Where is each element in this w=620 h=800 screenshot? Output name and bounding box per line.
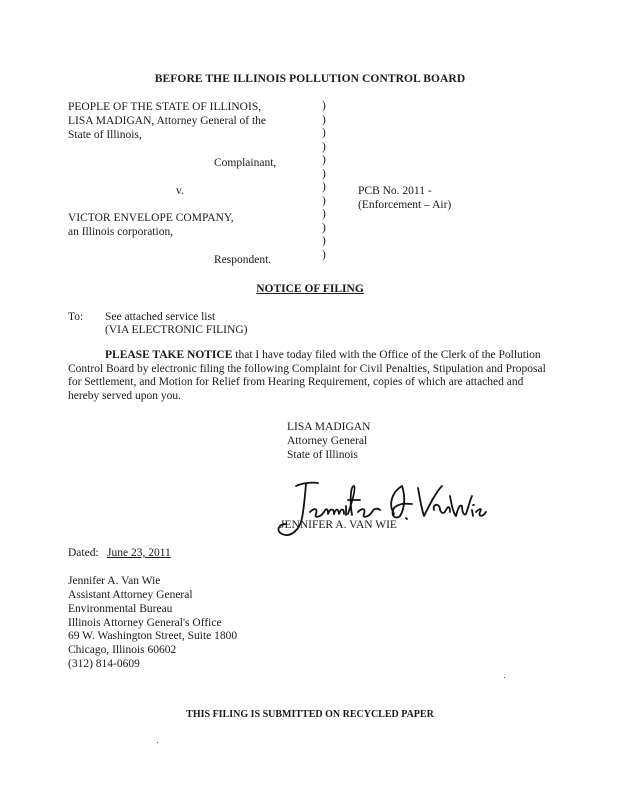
case-type: (Enforcement – Air) [358, 199, 452, 211]
notice-body: that I have today filed with the Office of the Clerk of the Pollution Control Board by electronic filing the following Complaint for Civil Penalties, Stipulation and Proposal for Settlement, and Motion for Relief from Hearing Requirement, copies of which are attached and hereby served upon you. [68, 349, 546, 402]
caption-parentheses [322, 100, 334, 262]
versus-label: v. [176, 185, 184, 197]
caption-paren: ) [322, 235, 326, 247]
notice-title: NOTICE OF FILING [256, 283, 364, 295]
respondent-line-1: VICTOR ENVELOPE COMPANY, [68, 212, 234, 224]
board-heading: BEFORE THE ILLINOIS POLLUTION CONTROL BOARD [154, 73, 466, 85]
caption-paren: ) [322, 221, 326, 234]
complainant-line-2: LISA MADIGAN, Attorney General of the [68, 115, 267, 127]
caption-paren: ) [322, 167, 326, 180]
case-number: PCB No. 2011 - [358, 185, 432, 197]
complainant-line-1: PEOPLE OF THE STATE OF ILLINOIS, [68, 101, 262, 113]
scan-speck [157, 742, 158, 743]
caption-paren: ) [322, 113, 326, 126]
contact-line-7: (312) 814-0609 [68, 658, 140, 670]
to-line-2: (VIA ELECTRONIC FILING) [105, 324, 248, 336]
dated-label: Dated: [68, 547, 99, 559]
caption-paren: ) [322, 208, 326, 220]
scan-speck [504, 677, 505, 678]
respondent-line-2: an Illinois corporation, [68, 226, 174, 238]
respondent-role: Respondent. [214, 254, 272, 266]
contact-line-1: Jennifer A. Van Wie [68, 575, 161, 587]
signatory-line-3: State of Illinois [287, 449, 358, 461]
contact-line-2: Assistant Attorney General [68, 589, 193, 601]
to-line-1: See attached service list [105, 311, 216, 323]
notice-paragraph [68, 349, 556, 403]
recycled-paper-footer: THIS FILING IS SUBMITTED ON RECYCLED PAPER [186, 709, 434, 720]
caption-paren: ) [322, 154, 326, 166]
complainant-role: Complainant, [214, 157, 277, 169]
caption-paren: ) [322, 127, 326, 139]
contact-line-4: Illinois Attorney General's Office [68, 617, 222, 629]
complainant-line-3: State of Illinois, [68, 129, 142, 141]
notice-lead: PLEASE TAKE NOTICE [105, 349, 233, 361]
contact-line-6: Chicago, Illinois 60602 [68, 644, 177, 656]
caption-paren: ) [322, 100, 326, 112]
caption-paren: ) [322, 140, 326, 153]
contact-line-3: Environmental Bureau [68, 603, 173, 615]
signatory-line-2: Attorney General [287, 435, 368, 447]
dated-value: June 23, 2011 [107, 547, 171, 559]
contact-line-5: 69 W. Washington Street, Suite 1800 [68, 630, 238, 642]
signatory-line-1: LISA MADIGAN [287, 421, 371, 433]
to-label: To: [68, 311, 84, 323]
caption-paren: ) [322, 181, 326, 193]
caption-paren: ) [322, 248, 326, 261]
signer-name: JENNIFER A. VAN WIE [280, 519, 397, 531]
caption-paren: ) [322, 194, 326, 207]
